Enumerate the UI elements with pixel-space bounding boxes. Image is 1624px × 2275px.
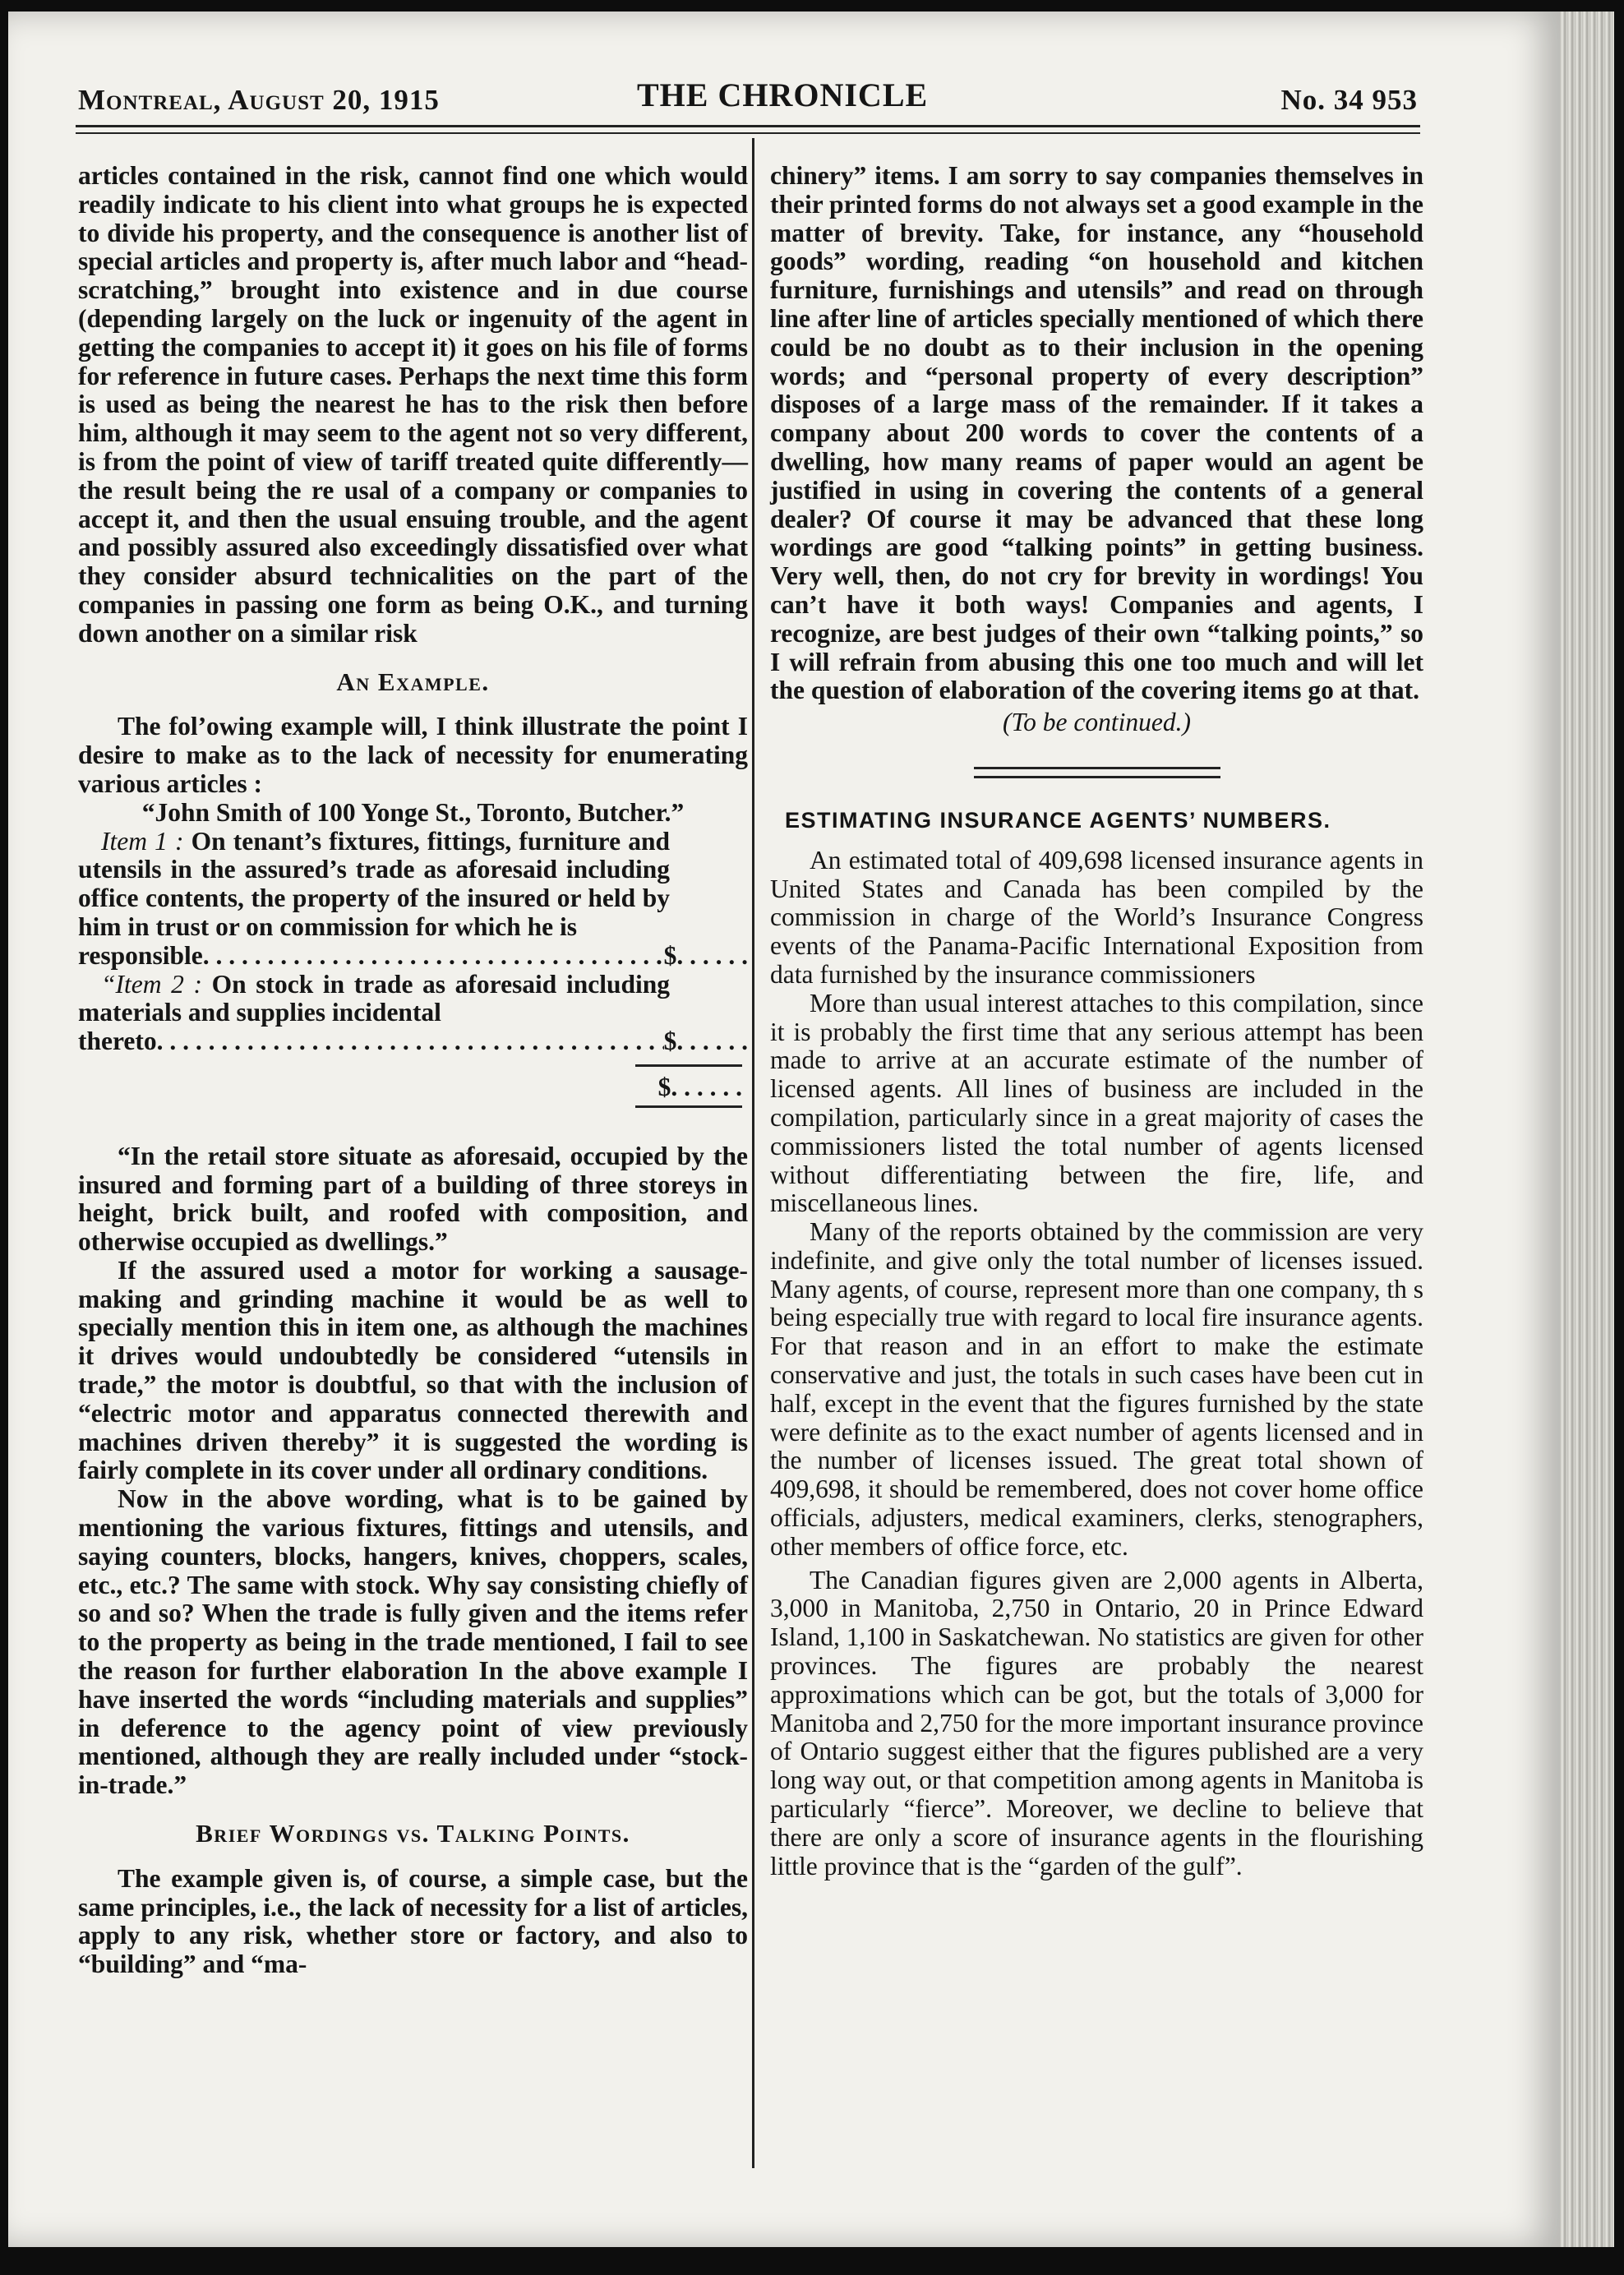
paragraph: An estimated total of 409,698 licensed insurance agents in United States and Canada has been compiled by the commission in charge of the World’s Insurance Congress events of the Panama-Pacific International Exposition from data furnished by the insurance commissioners: [770, 845, 1423, 989]
paragraph: The fol’owing example will, I think illustrate the point I desire to make as to the lack of necessity for enumerating various articles :: [78, 712, 748, 798]
header-date: Montreal, August 20, 1915: [78, 84, 440, 116]
sum-rule: [635, 1105, 742, 1108]
item-1-text: On tenant’s fixtures, fittings, furniture and utensils in the assured’s trade as aforesaid including office contents, the property of the insured or held by him in trust or on commission for which he is: [78, 826, 670, 941]
right-column: [770, 162, 1423, 1880]
paragraph: Many of the reports obtained by the commission are very indefinite, and give only the total number of licenses issued. Many agents, of course, represent more than one company, th s being especially true with regard to local fire insurance agents. For that reason and in an effort to make the estimate conservative and just, the totals in such cases have been cut in half, except in the event that the figures furnished by the state were definite as to the exact number of agents licensed and in the number of licenses issued. The great total shown of 409,698, it should be remembered, does not cover home office officials, adjusters, medical examiners, clerks, stenographers, other members of office force, etc.: [770, 1217, 1423, 1561]
page-header: [78, 76, 1418, 122]
item-2-last-word: thereto: [78, 1027, 157, 1056]
paragraph: The Canadian figures given are 2,000 agents in Alberta, 3,000 in Manitoba, 2,750 in Ontario, 20 in Prince Edward Island, 1,100 in Saskatchewan. No statistics are given for other provinces. The figures are probably the nearest approximations which can be got, but the totals of 3,000 for Manitoba and 2,750 for the more important insurance province of Ontario suggest either that the figures published are a very long way out, or that competition among agents in Manitoba is particularly “fierce”. Moreover, we decline to believe that there are only a score of insurance agents in the flourishing little province that is the “garden of the gulf”.: [770, 1565, 1423, 1880]
item-1-block: [78, 828, 748, 971]
example-quote: “John Smith of 100 Yonge St., Toronto, Butcher.”: [141, 797, 685, 827]
to-be-continued: (To be continued.): [1003, 708, 1191, 737]
total-amount: $. . . . . .: [657, 1072, 742, 1101]
paragraph: chinery” items. I am sorry to say companies themselves in their printed forms do not always set a good example in the matter of brevity. Take, for instance, any “household goods” wording, reading “on household and kitchen furniture, furnishings and utensils” and read on through line after line of articles specially mentioned of which there could be no doubt as to their inclusion in the opening words; and “personal property of every description” disposes of a large mass of the remainder. If it takes a company about 200 words to cover the contents of a dwelling, how many reams of paper would an agent be justified in using in covering the contents of a general dealer? Of course it may be advanced that these long wordings are good “talking points” in getting business. Very well, then, do not cry for brevity in wordings! You can’t have it both ways! Companies and agents, I recognize, are best judges of their own “talking points,” so I will refrain from abusing this one too much and will let the question of elaboration of the covering items go at that.: [770, 161, 1423, 705]
paragraph: If the assured used a motor for working a sausage-making and grinding machine it would be as well to specially mention this in item one, as although the machines it drives would undoubtedly be considered “utensils in trade,” the motor is doubtful, so that with the inclusion of “electric motor and apparatus connected therewith and machines driven thereby” it is suggested the wording is fairly complete in its cover under all ordinary conditions.: [78, 1255, 748, 1485]
header-publication-title: THE CHRONICLE: [637, 76, 929, 113]
section-heading-brief-wordings: Brief Wordings vs. Talking Points.: [196, 1819, 630, 1848]
paragraph: “In the retail store situate as aforesaid, occupied by the insured and forming part of a building of three storeys in height, brick built, and roofed with composition, and otherwise occupied as dwellings.”: [78, 1141, 748, 1257]
paragraph: The example given is, of course, a simple case, but the same principles, i.e., the lack of necessity for a list of articles, apply to any risk, whether store or factory, and also to “building” and “ma-: [78, 1863, 748, 1979]
item-2-amount: $. . . . . .: [663, 1027, 748, 1056]
article-body: [770, 847, 1423, 1881]
item-2-text: On stock in trade as aforesaid including materials and supplies incidental: [78, 969, 671, 1027]
item-2-block: [78, 971, 748, 1056]
left-column: [78, 162, 748, 1979]
column-divider: [752, 138, 754, 2168]
item-2-label: “Item 2 :: [101, 969, 202, 999]
paragraph: More than usual interest attaches to this compilation, since it is probably the first time that any serious attempt has been made to arrive at an accurate estimate of the number of licensed agents. All lines of business are included in the compilation, particularly since in a great majority of cases the commissioners listed the total number of agents licensed without differentiating between the fire, life, and miscellaneous lines.: [770, 988, 1423, 1218]
paragraph: Now in the above wording, what is to be gained by mentioning the various fixtures, fittings and utensils, and saying counters, blocks, hangers, knives, choppers, scales, etc., etc.? The same with stock. Why say consisting chiefly of so and so? When the trade is fully given and the items refer to the property as being in the trade mentioned, I fail to see the reason for further elaboration In the above example I have inserted the words “including materials and supplies” in deference to the agency point of view previously mentioned, although they are really included under “stock-in-trade.”: [78, 1484, 748, 1800]
sum-rule: [635, 1064, 742, 1067]
section-heading-an-example: An Example.: [336, 667, 490, 696]
paragraph: articles contained in the risk, cannot find one which would readily indicate to his client into what groups he is expected to divide his property, and the consequence is another list of special articles and property is, after much labor and “head-scratching,” brought into existence and in due course (depending largely on the luck or ingenuity of the agent in getting the companies to accept it) it goes on his file of forms for reference in future cases. Perhaps the next time this form is used as being the nearest he has to the risk then before him, although it may seem to the agent not so very different, is from the point of view of tariff treated quite differently—the result being the re usal of a company or companies to accept it, and then the usual ensuing trouble, and the agent and possibly assured also exceedingly dissatisfied over what they consider absurd technicalities on the part of the companies in passing one form as being O.K., and turning down another on a similar risk: [78, 161, 748, 648]
item-1-amount: $. . . . . .: [663, 940, 748, 970]
item-1-label: Item 1 :: [101, 826, 184, 856]
book-page-edge: [1560, 12, 1614, 2247]
item-1-last-word: responsible: [78, 940, 203, 970]
article-title: ESTIMATING INSURANCE AGENTS’ NUMBERS.: [785, 807, 1331, 833]
article-separator: [974, 767, 1220, 778]
header-issue-page: No. 34 953: [1280, 84, 1418, 116]
header-rule: [76, 125, 1420, 134]
